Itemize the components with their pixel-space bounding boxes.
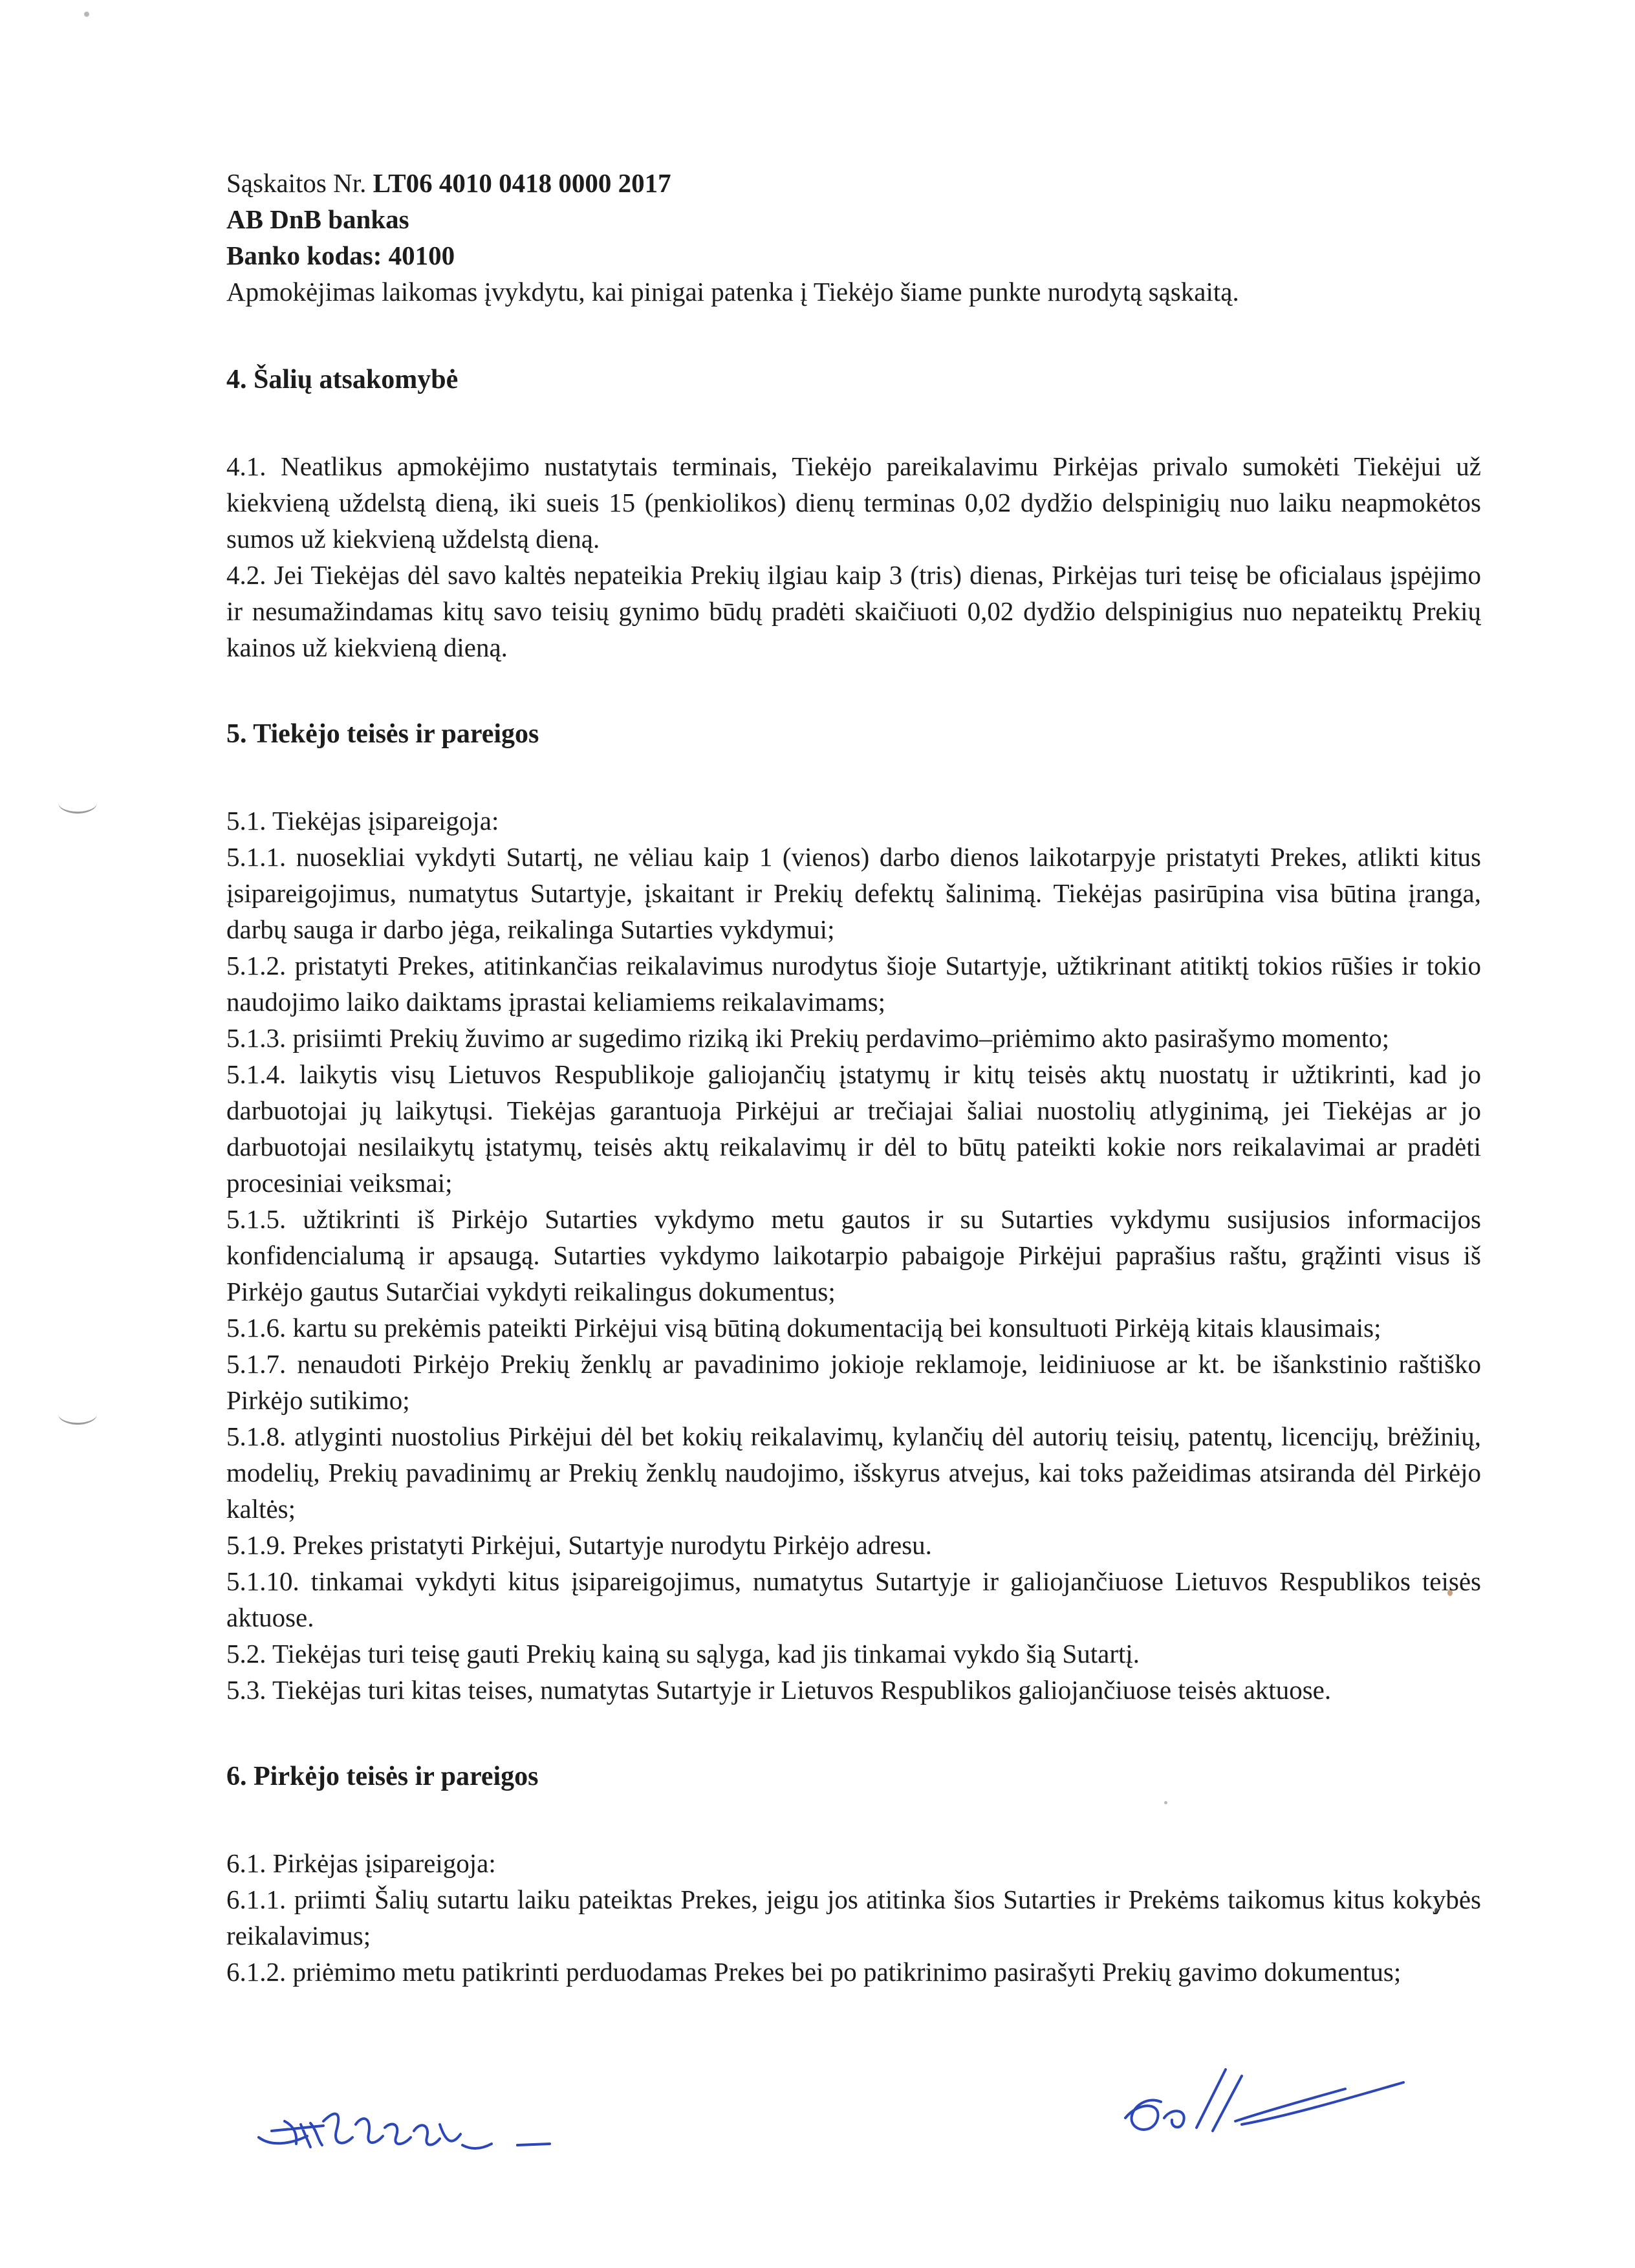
clause: 6.1.1. priimti Šalių sutartu laiku pateiktas Prekes, jeigu jos atitinka šios Sutarties ir Prekėms taikomus kitus kokybės reikalavimus; bbox=[226, 1885, 1481, 1950]
bank-name: AB DnB bankas bbox=[226, 204, 409, 234]
clause: 6.1.2. priėmimo metu patikrinti perduodamas Prekes bei po patikrinimo pasirašyti Prekių gavimo dokumentus; bbox=[226, 1957, 1402, 1987]
clause: 5.1.7. nenaudoti Pirkėjo Prekių ženklų ar pavadinimo jokioje reklamoje, leidiniuose ar kt. be išankstinio raštiško Pirkėjo sutikimo; bbox=[226, 1349, 1481, 1415]
left-signature bbox=[246, 2086, 608, 2163]
right-signature bbox=[1099, 2057, 1462, 2147]
clause: 5.1. Tiekėjas įsipareigoja: bbox=[226, 806, 499, 836]
punch-hole-mark bbox=[58, 1403, 97, 1425]
section-6-heading: 6. Pirkėjo teisės ir pareigos bbox=[226, 1762, 539, 1791]
section-4-heading: 4. Šalių atsakomybė bbox=[226, 365, 459, 394]
account-number: LT06 4010 0418 0000 2017 bbox=[373, 168, 671, 198]
clause: 4.2. Jei Tiekėjas dėl savo kaltės nepateikia Prekių ilgiau kaip 3 (tris) dienas, Pirkėjas turi teisę be oficialaus įspėjimo ir nesumažindamas kitų savo teisių gynimo būdų pradėti skaičiuoti 0,02 dydžio delspinigius nuo nepateiktų Prekių kainos už kiekvieną dieną. bbox=[226, 560, 1481, 662]
section-6-body bbox=[226, 1845, 1481, 1990]
clause: 5.1.1. nuosekliai vykdyti Sutartį, ne vėliau kaip 1 (vienos) darbo dienos laikotarpyje pristatyti Prekes, atlikti kitus įsipareigojimus, numatytus Sutartyje, įskaitant ir Prekių defektų šalinimą. Tiekėjas pasirūpina visa būtina įranga, darbų sauga ir darbo jėga, reikalinga Sutarties vykdymui; bbox=[226, 842, 1481, 944]
clause: 5.1.4. laikytis visų Lietuvos Respublikoje galiojančių įstatymų ir kitų teisės aktų nuostatų ir užtikrinti, kad jo darbuotojai jų laikytųsi. Tiekėjas garantuoja Pirkėjui ar trečiajai šaliai nuostolių atlyginimą, jei Tiekėjas ar jo darbuotojai nesilaikytų įstatymų, teisės aktų reikalavimų ir dėl to būtų pateikti kokie nors reikalavimai ar pradėti procesiniai veiksmai; bbox=[226, 1059, 1481, 1198]
clause: 5.1.6. kartu su prekėmis pateikti Pirkėjui visą būtiną dokumentaciją bei konsultuoti Pirkėją kitais klausimais; bbox=[226, 1313, 1381, 1343]
clause: 5.2. Tiekėjas turi teisę gauti Prekių kainą su sąlyga, kad jis tinkamai vykdo šią Sutartį. bbox=[226, 1639, 1140, 1669]
scan-speck bbox=[84, 12, 89, 17]
section-5-body bbox=[226, 803, 1481, 1708]
bank-code: 40100 bbox=[388, 241, 455, 270]
clause: 5.3. Tiekėjas turi kitas teises, numatytas Sutartyje ir Lietuvos Respublikos galiojančiuose teisės aktuose. bbox=[226, 1675, 1332, 1705]
document-body bbox=[226, 165, 1481, 1990]
clause: 5.1.2. pristatyti Prekes, atitinkančias reikalavimus nurodytus šioje Sutartyje, užtikrinant atitiktį tokios rūšies ir tokio naudojimo laiko daiktams įprastai keliamiems reikalavimams; bbox=[226, 951, 1481, 1017]
clause: 5.1.9. Prekes pristatyti Pirkėjui, Sutartyje nurodytu Pirkėjo adresu. bbox=[226, 1530, 932, 1560]
bank-code-label: Banko kodas: bbox=[226, 241, 382, 270]
account-label: Sąskaitos Nr. bbox=[226, 168, 367, 198]
clause: 5.1.10. tinkamai vykdyti kitus įsipareigojimus, numatytus Sutartyje ir galiojančiuose Lietuvos Respublikos teisės aktuose. bbox=[226, 1566, 1481, 1632]
clause: 6.1. Pirkėjas įsipareigoja: bbox=[226, 1848, 496, 1878]
clause: 5.1.5. užtikrinti iš Pirkėjo Sutarties vykdymo metu gautos ir su Sutarties vykdymu susijusios informacijos konfidencialumą ir apsaugą. Sutarties vykdymo laikotarpio pabaigoje Pirkėjui paprašius raštu, grąžinti visus iš Pirkėjo gautus Sutarčiai vykdyti reikalingus dokumentus; bbox=[226, 1204, 1481, 1306]
clause: 5.1.8. atlyginti nuostolius Pirkėjui dėl bet kokių reikalavimų, kylančių dėl autorių teisių, patentų, licencijų, brėžinių, modelių, Prekių pavadinimų ar Prekių ženklų naudojimo, išskyrus atvejus, kai toks pažeidimas atsiranda dėl Pirkėjo kaltės; bbox=[226, 1421, 1481, 1524]
clause: 5.1.3. prisiimti Prekių žuvimo ar sugedimo riziką iki Prekių perdavimo–priėmimo akto pasirašymo momento; bbox=[226, 1023, 1390, 1053]
bank-details bbox=[226, 165, 1481, 310]
section-5-heading: 5. Tiekėjo teisės ir pareigos bbox=[226, 719, 539, 749]
clause: 4.1. Neatlikus apmokėjimo nustatytais terminais, Tiekėjo pareikalavimu Pirkėjas privalo sumokėti Tiekėjui už kiekvieną uždelstą dieną, iki sueis 15 (penkiolikos) dienų terminas 0,02 dydžio delspinigių nuo laiku neapmokėtos sumos už kiekvieną uždelstą dieną. bbox=[226, 451, 1481, 554]
section-4-body bbox=[226, 448, 1481, 665]
punch-hole-mark bbox=[58, 792, 97, 814]
payment-note: Apmokėjimas laikomas įvykdytu, kai pinigai patenka į Tiekėjo šiame punkte nurodytą sąskaitą. bbox=[226, 277, 1239, 307]
